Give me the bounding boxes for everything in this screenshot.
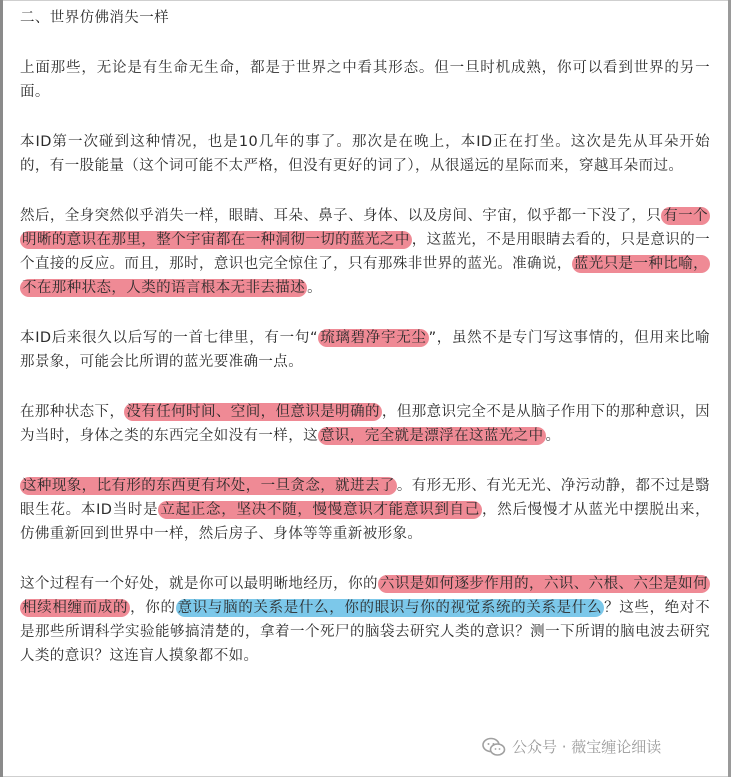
p5-highlight-2: 意识，完全就是漂浮在这蓝光之中	[320, 428, 544, 444]
p5-text-c: ，但那意识完全不是从脑子作用下的那种意识，因为当时，身体之类的东西完全如没有一样，这	[20, 404, 710, 444]
p3-highlight-2: 蓝光只是一种比喻，不在那种状态，人类的语言根本无非去描述	[22, 256, 709, 296]
p3-highlight-1: 有一个明晰的意识在那里，整个宇宙都在一种洞彻一切的蓝光之中	[22, 208, 708, 248]
p3-text-a: 然后，全身突然似乎消失一样，眼睛、耳朵、鼻子、身体、以及房间、宇宙，似乎都一下没了，只	[20, 208, 662, 224]
p5-highlight-1: 没有任何时间、空间，但意识是明确的	[126, 404, 380, 420]
p6-highlight-2: 立起正念，坚决不随，慢慢意识才能意识到自己	[160, 502, 480, 518]
p4-text-c: ”，虽然不是专门写这事情的，但用来比喻那景象，可能会比所谓的蓝光要准确一点。	[20, 330, 710, 370]
p5-text-a: 在那种状态下，	[20, 404, 125, 420]
paragraph-6	[20, 474, 710, 546]
section-heading: 二、世界仿佛消失一样	[20, 10, 169, 26]
p6-text-d: ，然后慢慢才从蓝光中摆脱出来，仿佛重新回到世界中一样，然后房子、身体等等重新被形象。	[20, 502, 710, 542]
p6-text-b: 。有形无形、有光无光、净污动静，都不过是翳眼生花。本ID当时是	[20, 478, 710, 518]
article-content	[20, 6, 710, 694]
paragraph-7	[20, 572, 710, 668]
p3-text-c: ，这蓝光，不是用眼睛去看的，只是意识的一个直接的反应。而且，那时，意识也完全惊住了，只有那殊非世界的蓝光。准确说，	[20, 232, 710, 272]
p5-text-e: 。	[545, 428, 561, 444]
watermark	[478, 734, 665, 759]
p6-highlight-1: 这种现象，比有形的东西更有坏处，一旦贪念，就进去了	[22, 478, 395, 494]
p7-text-a: 这个过程有一个好处，就是你可以最明晰地经历，你的	[20, 576, 378, 592]
p7-text-c: ，你的	[130, 600, 176, 616]
paragraph-4	[20, 326, 710, 374]
p3-text-e: 。	[307, 280, 323, 296]
p4-highlight-1: 琉璃碧净宇无尘	[319, 330, 427, 346]
paragraph-5	[20, 400, 710, 448]
p7-text-e: ？这些，绝对不是那些所谓科学实验能够搞清楚的，拿着一个死尸的脑袋去研究人类的意识？测一下所谓的脑电波去研究人类的意识？这连盲人摸象都不如。	[20, 600, 710, 664]
paragraph-2: 本ID第一次碰到这种情况，也是10几年的事了。那次是在晚上，本ID正在打坐。这次是先从耳朵开始的，有一股能量（这个词可能不太严格，但没有更好的词了），从很遥远的星际而来，穿越耳朵而过。	[20, 134, 710, 174]
paragraph-1: 上面那些，无论是有生命无生命，都是于世界之中看其形态。但一旦时机成熟，你可以看到世界的另一面。	[20, 60, 710, 100]
wechat-icon	[482, 737, 506, 757]
p4-text-a: 本ID后来很久以后写的一首七律里，有一句“	[20, 330, 318, 346]
p7-highlight-blue: 意识与脑的关系是什么，你的眼识与你的视觉系统的关系是什么	[177, 600, 603, 616]
paragraph-3	[20, 204, 710, 300]
watermark-text: 公众号 · 薇宝缠论细读	[512, 738, 662, 756]
p7-highlight-1: 六识是如何逐步作用的，六识、六根、六尘是如何相续相缠而成的	[22, 576, 708, 616]
left-edge-bar	[0, 0, 3, 777]
